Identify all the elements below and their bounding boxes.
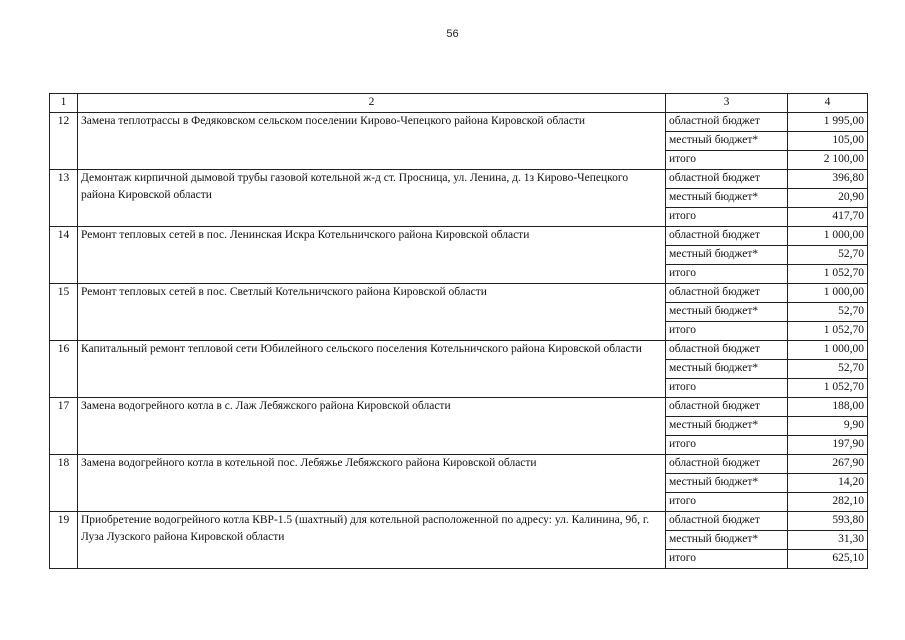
- funding-source: итого: [666, 264, 788, 283]
- row-number: 19: [50, 511, 78, 568]
- project-description: Замена теплотрассы в Федяковском сельском поселении Кирово-Чепецкого района Кировской области: [78, 112, 666, 169]
- funding-amount: 593,80: [788, 511, 868, 530]
- funding-source: местный бюджет*: [666, 131, 788, 150]
- funding-source: областной бюджет: [666, 454, 788, 473]
- funding-amount: 1 052,70: [788, 321, 868, 340]
- table-row: [50, 226, 868, 245]
- row-number: 13: [50, 169, 78, 226]
- table-row: [50, 169, 868, 188]
- header-col-4: 4: [788, 94, 868, 113]
- funding-amount: 417,70: [788, 207, 868, 226]
- row-number: 15: [50, 283, 78, 340]
- funding-source: местный бюджет*: [666, 302, 788, 321]
- project-description: Замена водогрейного котла в котельной пос. Лебяжье Лебяжского района Кировской области: [78, 454, 666, 511]
- header-row: [50, 94, 868, 113]
- funding-amount: 20,90: [788, 188, 868, 207]
- funding-source: областной бюджет: [666, 511, 788, 530]
- project-description: Приобретение водогрейного котла КВР-1.5 (шахтный) для котельной расположенной по адресу: ул. Калинина, 9б, г. Луза Лузского района Кировской области: [78, 511, 666, 568]
- funding-source: итого: [666, 492, 788, 511]
- table-row: [50, 511, 868, 530]
- funding-amount: 2 100,00: [788, 150, 868, 169]
- budget-table: [49, 93, 868, 569]
- funding-amount: 9,90: [788, 416, 868, 435]
- funding-amount: 1 000,00: [788, 283, 868, 302]
- header-col-2: 2: [78, 94, 666, 113]
- funding-source: итого: [666, 150, 788, 169]
- project-description: Ремонт тепловых сетей в пос. Ленинская Искра Котельничского района Кировской области: [78, 226, 666, 283]
- page-number: 56: [446, 28, 459, 40]
- funding-source: местный бюджет*: [666, 245, 788, 264]
- funding-source: итого: [666, 207, 788, 226]
- funding-amount: 105,00: [788, 131, 868, 150]
- funding-amount: 52,70: [788, 359, 868, 378]
- table-row: [50, 454, 868, 473]
- funding-source: местный бюджет*: [666, 416, 788, 435]
- funding-amount: 14,20: [788, 473, 868, 492]
- funding-source: местный бюджет*: [666, 359, 788, 378]
- funding-amount: 282,10: [788, 492, 868, 511]
- funding-source: областной бюджет: [666, 397, 788, 416]
- funding-source: областной бюджет: [666, 340, 788, 359]
- row-number: 12: [50, 112, 78, 169]
- funding-source: областной бюджет: [666, 226, 788, 245]
- funding-source: областной бюджет: [666, 112, 788, 131]
- header-col-1: 1: [50, 94, 78, 113]
- table-row: [50, 340, 868, 359]
- funding-amount: 188,00: [788, 397, 868, 416]
- funding-amount: 52,70: [788, 302, 868, 321]
- project-description: Замена водогрейного котла в с. Лаж Лебяжского района Кировской области: [78, 397, 666, 454]
- funding-amount: 1 995,00: [788, 112, 868, 131]
- funding-source: итого: [666, 321, 788, 340]
- funding-amount: 396,80: [788, 169, 868, 188]
- table-row: [50, 283, 868, 302]
- funding-amount: 1 000,00: [788, 226, 868, 245]
- funding-source: итого: [666, 435, 788, 454]
- table-body: [50, 94, 868, 569]
- funding-amount: 31,30: [788, 530, 868, 549]
- row-number: 17: [50, 397, 78, 454]
- row-number: 14: [50, 226, 78, 283]
- project-description: Капитальный ремонт тепловой сети Юбилейного сельского поселения Котельничского района Кировской области: [78, 340, 666, 397]
- project-description: Ремонт тепловых сетей в пос. Светлый Котельничского района Кировской области: [78, 283, 666, 340]
- funding-amount: 1 000,00: [788, 340, 868, 359]
- funding-amount: 52,70: [788, 245, 868, 264]
- funding-amount: 197,90: [788, 435, 868, 454]
- funding-amount: 267,90: [788, 454, 868, 473]
- funding-amount: 1 052,70: [788, 378, 868, 397]
- project-description: Демонтаж кирпичной дымовой трубы газовой котельной ж-д ст. Просница, ул. Ленина, д. 1з Кирово-Чепецкого района Кировской области: [78, 169, 666, 226]
- funding-amount: 1 052,70: [788, 264, 868, 283]
- funding-source: итого: [666, 549, 788, 568]
- funding-source: итого: [666, 378, 788, 397]
- row-number: 18: [50, 454, 78, 511]
- funding-source: областной бюджет: [666, 283, 788, 302]
- table-row: [50, 397, 868, 416]
- funding-source: местный бюджет*: [666, 530, 788, 549]
- funding-amount: 625,10: [788, 549, 868, 568]
- funding-source: областной бюджет: [666, 169, 788, 188]
- funding-source: местный бюджет*: [666, 473, 788, 492]
- header-col-3: 3: [666, 94, 788, 113]
- funding-source: местный бюджет*: [666, 188, 788, 207]
- table-row: [50, 112, 868, 131]
- row-number: 16: [50, 340, 78, 397]
